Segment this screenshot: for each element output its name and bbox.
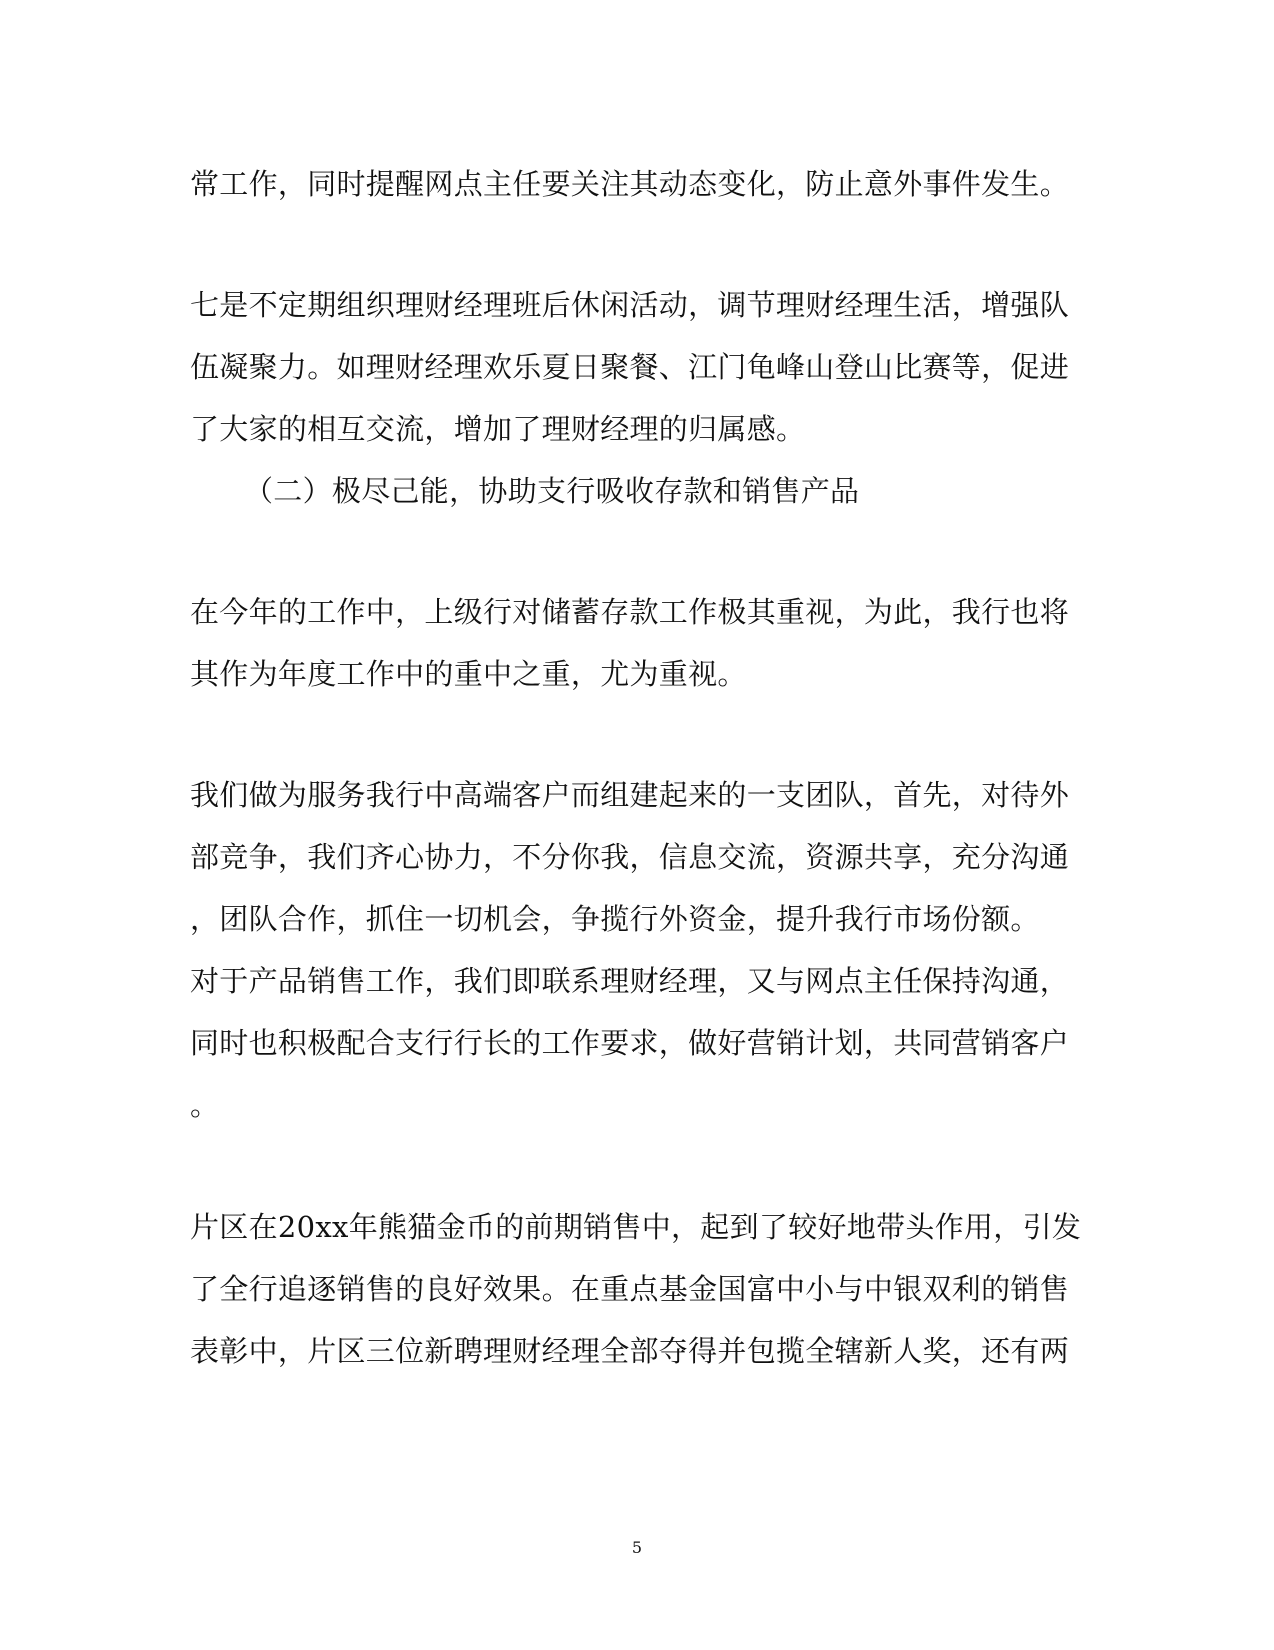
- text-line: 对于产品销售工作，我们即联系理财经理，又与网点主任保持沟通，: [190, 964, 1070, 998]
- section-heading: （二）极尽己能，协助支行吸收存款和销售产品: [244, 474, 860, 508]
- text-line: 了大家的相互交流，增加了理财经理的归属感。: [190, 412, 806, 446]
- text-line: 七是不定期组织理财经理班后休闲活动，调节理财经理生活，增强队: [190, 288, 1070, 322]
- text-line: 在今年的工作中，上级行对储蓄存款工作极其重视，为此，我行也将: [190, 595, 1070, 629]
- text-line: 我们做为服务我行中高端客户而组建起来的一支团队，首先，对待外: [190, 778, 1070, 812]
- text-line: ，团队合作，抓住一切机会，争揽行外资金，提升我行市场份额。: [190, 902, 1040, 936]
- text-line: 了全行追逐销售的良好效果。在重点基金国富中小与中银双利的销售: [190, 1272, 1070, 1306]
- page-number: 5: [631, 1538, 643, 1557]
- text-line: 表彰中，片区三位新聘理财经理全部夺得并包揽全辖新人奖，还有两: [190, 1334, 1070, 1368]
- text-line: 片区在20xx年熊猫金币的前期销售中，起到了较好地带头作用，引发: [190, 1210, 1082, 1244]
- text-line: 部竞争，我们齐心协力，不分你我，信息交流，资源共享，充分沟通: [190, 840, 1070, 874]
- text-line: 。: [190, 1088, 220, 1122]
- text-line: 其作为年度工作中的重中之重，尤为重视。: [190, 657, 747, 691]
- text-line: 常工作，同时提醒网点主任要关注其动态变化，防止意外事件发生。: [190, 167, 1070, 201]
- text-line: 同时也积极配合支行行长的工作要求，做好营销计划，共同营销客户: [190, 1026, 1070, 1060]
- text-line: 伍凝聚力。如理财经理欢乐夏日聚餐、江门龟峰山登山比赛等，促进: [190, 350, 1070, 384]
